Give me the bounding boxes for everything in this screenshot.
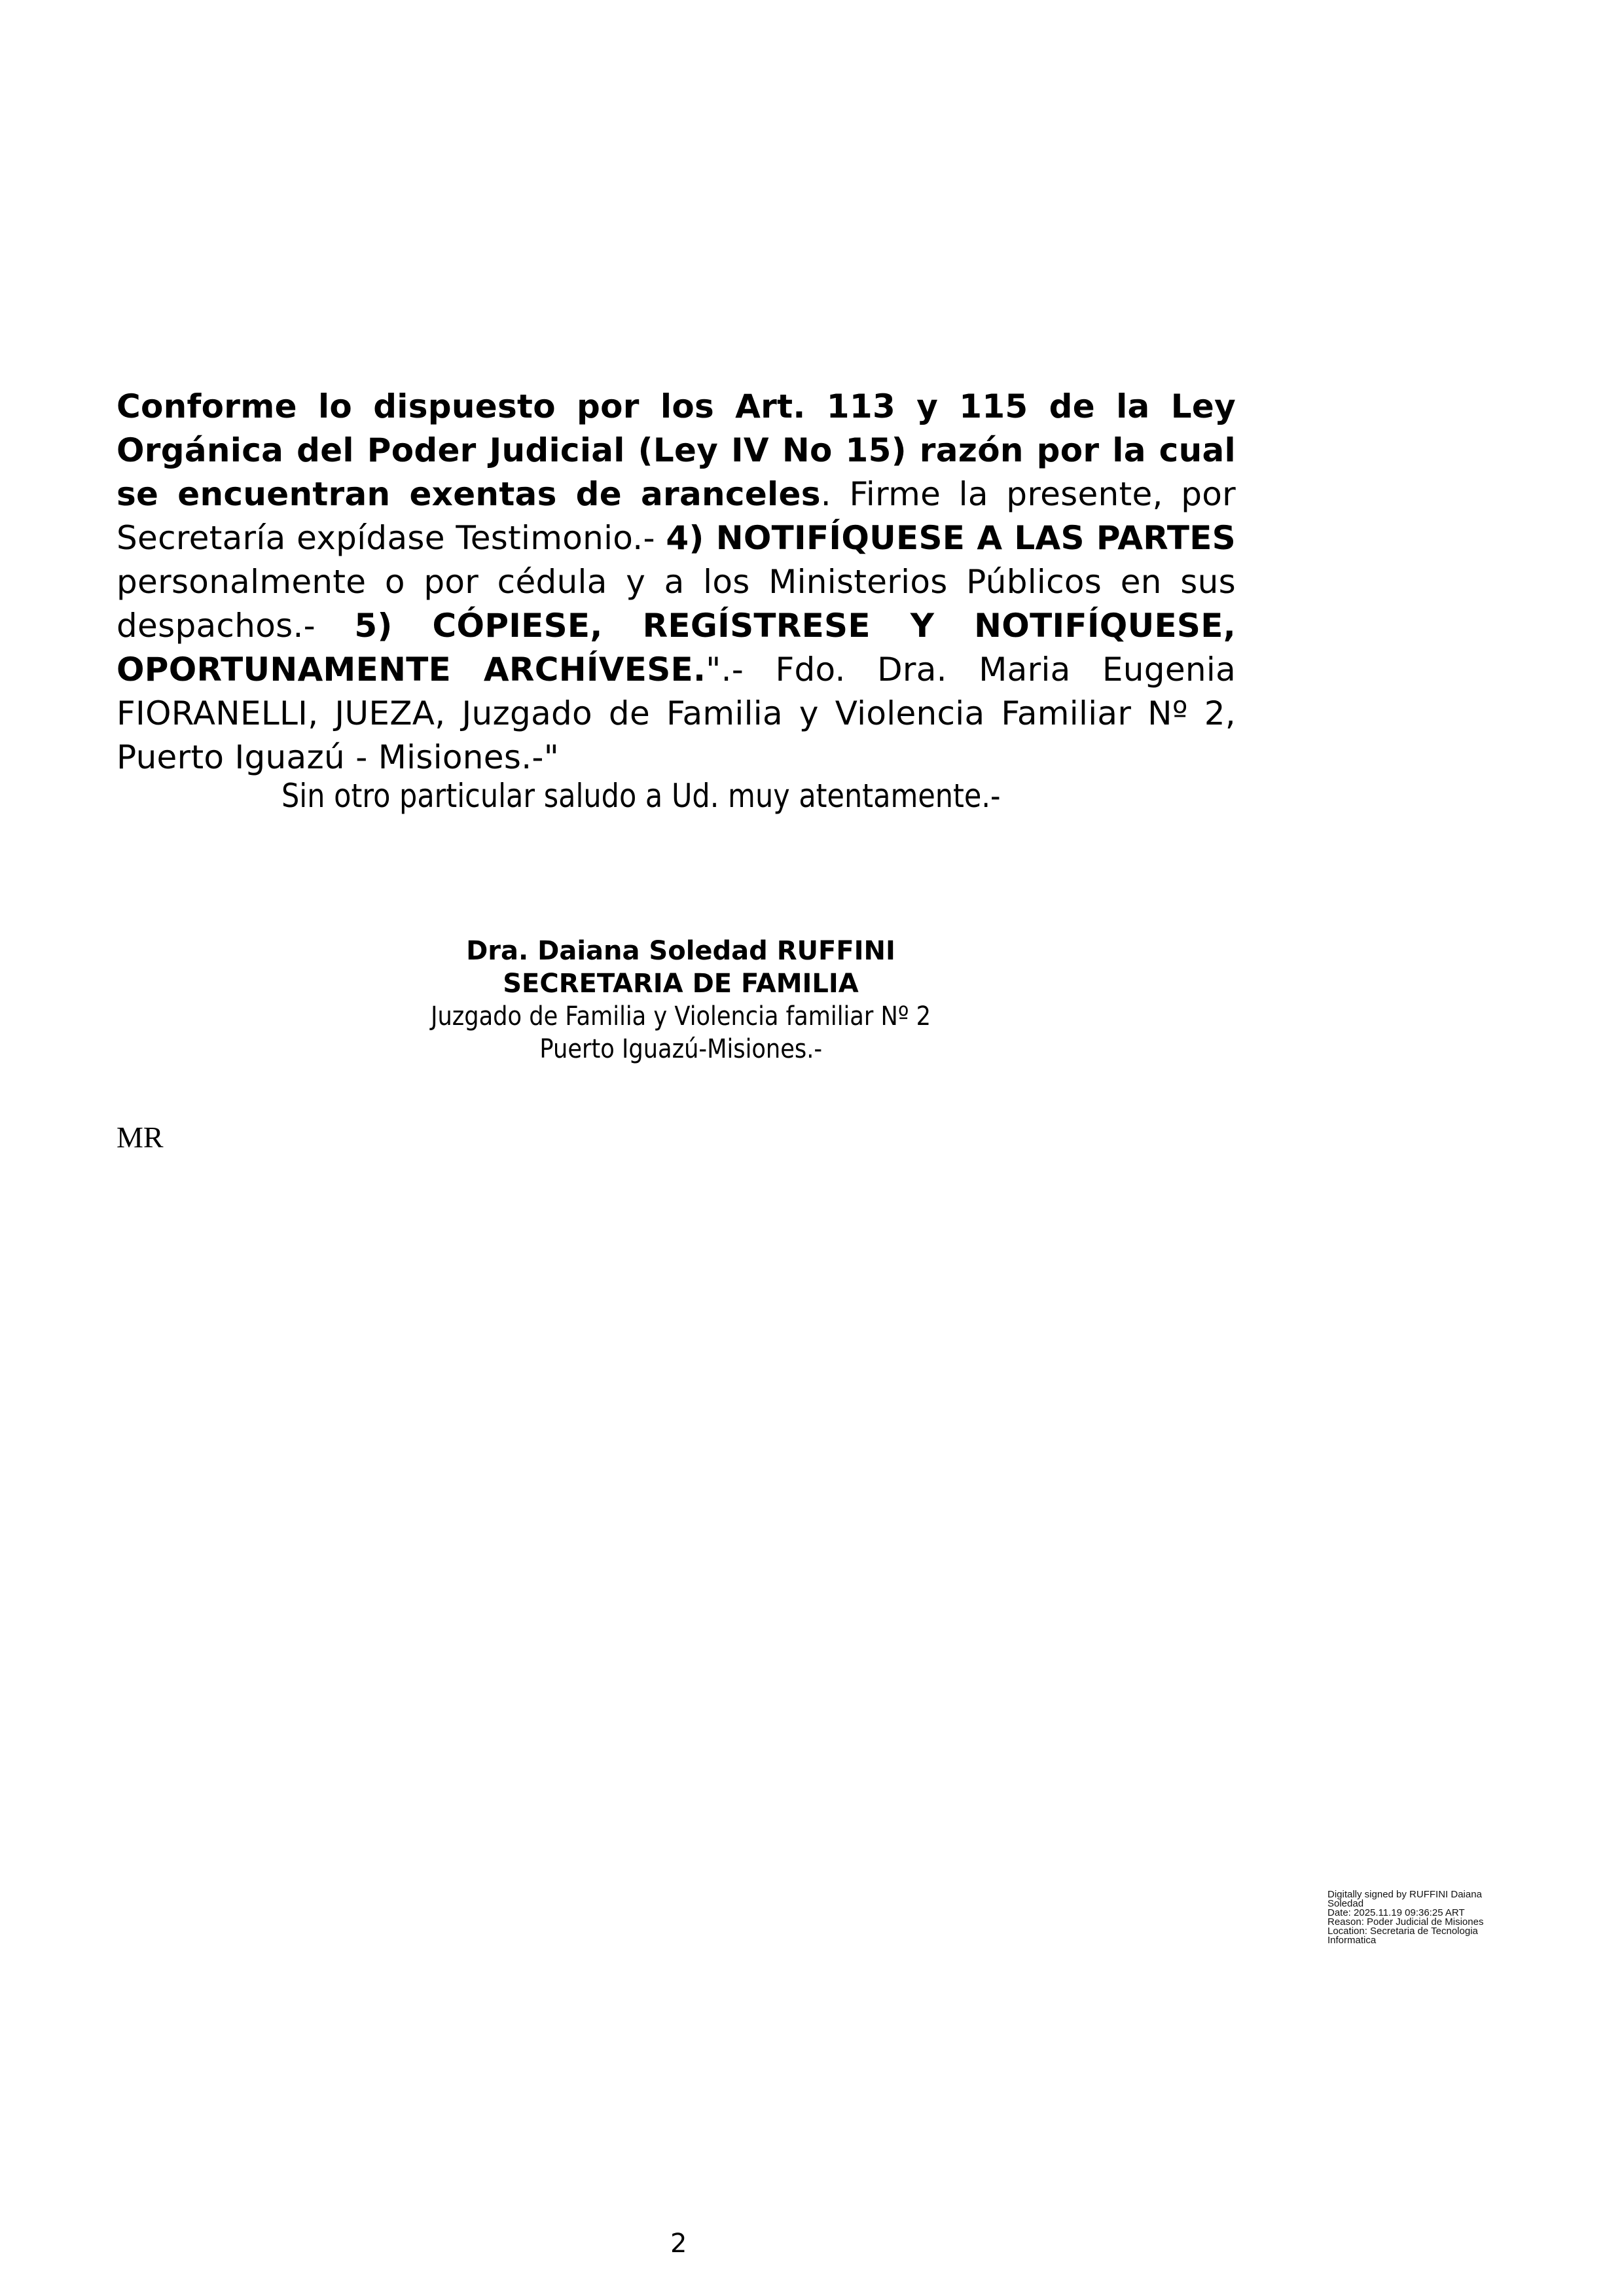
digital-signature-line: Informatica [1327,1935,1377,1946]
legal-basis-bold: Conforme lo dispuesto por los Art. 113 y 115 de la Ley Orgánica del Poder Judicial (Ley IV No 15) razón por la cual se encuentran exentas de aranceles [117,387,1236,513]
signer-location: Puerto Iguazú-Misiones.- [539,1034,822,1064]
typist-initials: MR [117,1121,164,1154]
body-paragraph [117,385,1236,780]
signer-name: Dra. Daiana Soledad RUFFINI [466,936,895,966]
digital-signature-line: Reason: Poder Judicial de Misiones [1327,1916,1484,1928]
judge-signature-text: ".- Fdo. Dra. Maria Eugenia FIORANELLI, JUEZA, Juzgado de Familia y Violencia Familiar Nº 2, Puerto Iguazú - Misiones.-" [117,651,1236,776]
notify-details-text: personalmente o por cédula y a los Ministerios Públicos en sus despachos.- [117,563,1236,645]
notify-parties-bold: 4) NOTIFÍQUESE A LAS PARTES [666,519,1236,557]
page-number: 2 [670,2229,687,2259]
signer-role: SECRETARIA DE FAMILIA [503,969,859,999]
copy-register-bold: 5) CÓPIESE, REGÍSTRESE Y NOTIFÍQUESE, OPORTUNAMENTE ARCHÍVESE. [117,607,1236,689]
testimony-text: . Firme la presente, por Secretaría expídase Testimonio.- [117,475,1236,557]
digital-signature-line: Digitally signed by RUFFINI Daiana [1327,1889,1482,1900]
signature-block [288,935,1074,1066]
signer-court-line [288,1000,1074,1033]
digital-signature-line: Location: Secretaria de Tecnologia [1327,1926,1478,1937]
signer-court: Juzgado de Familia y Violencia familiar Nº 2 [431,1001,931,1031]
digital-signature-stamp [1327,1890,1524,1945]
digital-signature-line: Date: 2025.11.19 09:36:25 ART [1327,1907,1465,1918]
signer-location-line [288,1033,1074,1066]
digital-signature-line: Soledad [1327,1898,1364,1909]
closing-salutation: Sin otro particular saludo a Ud. muy atentamente.- [281,777,1001,815]
